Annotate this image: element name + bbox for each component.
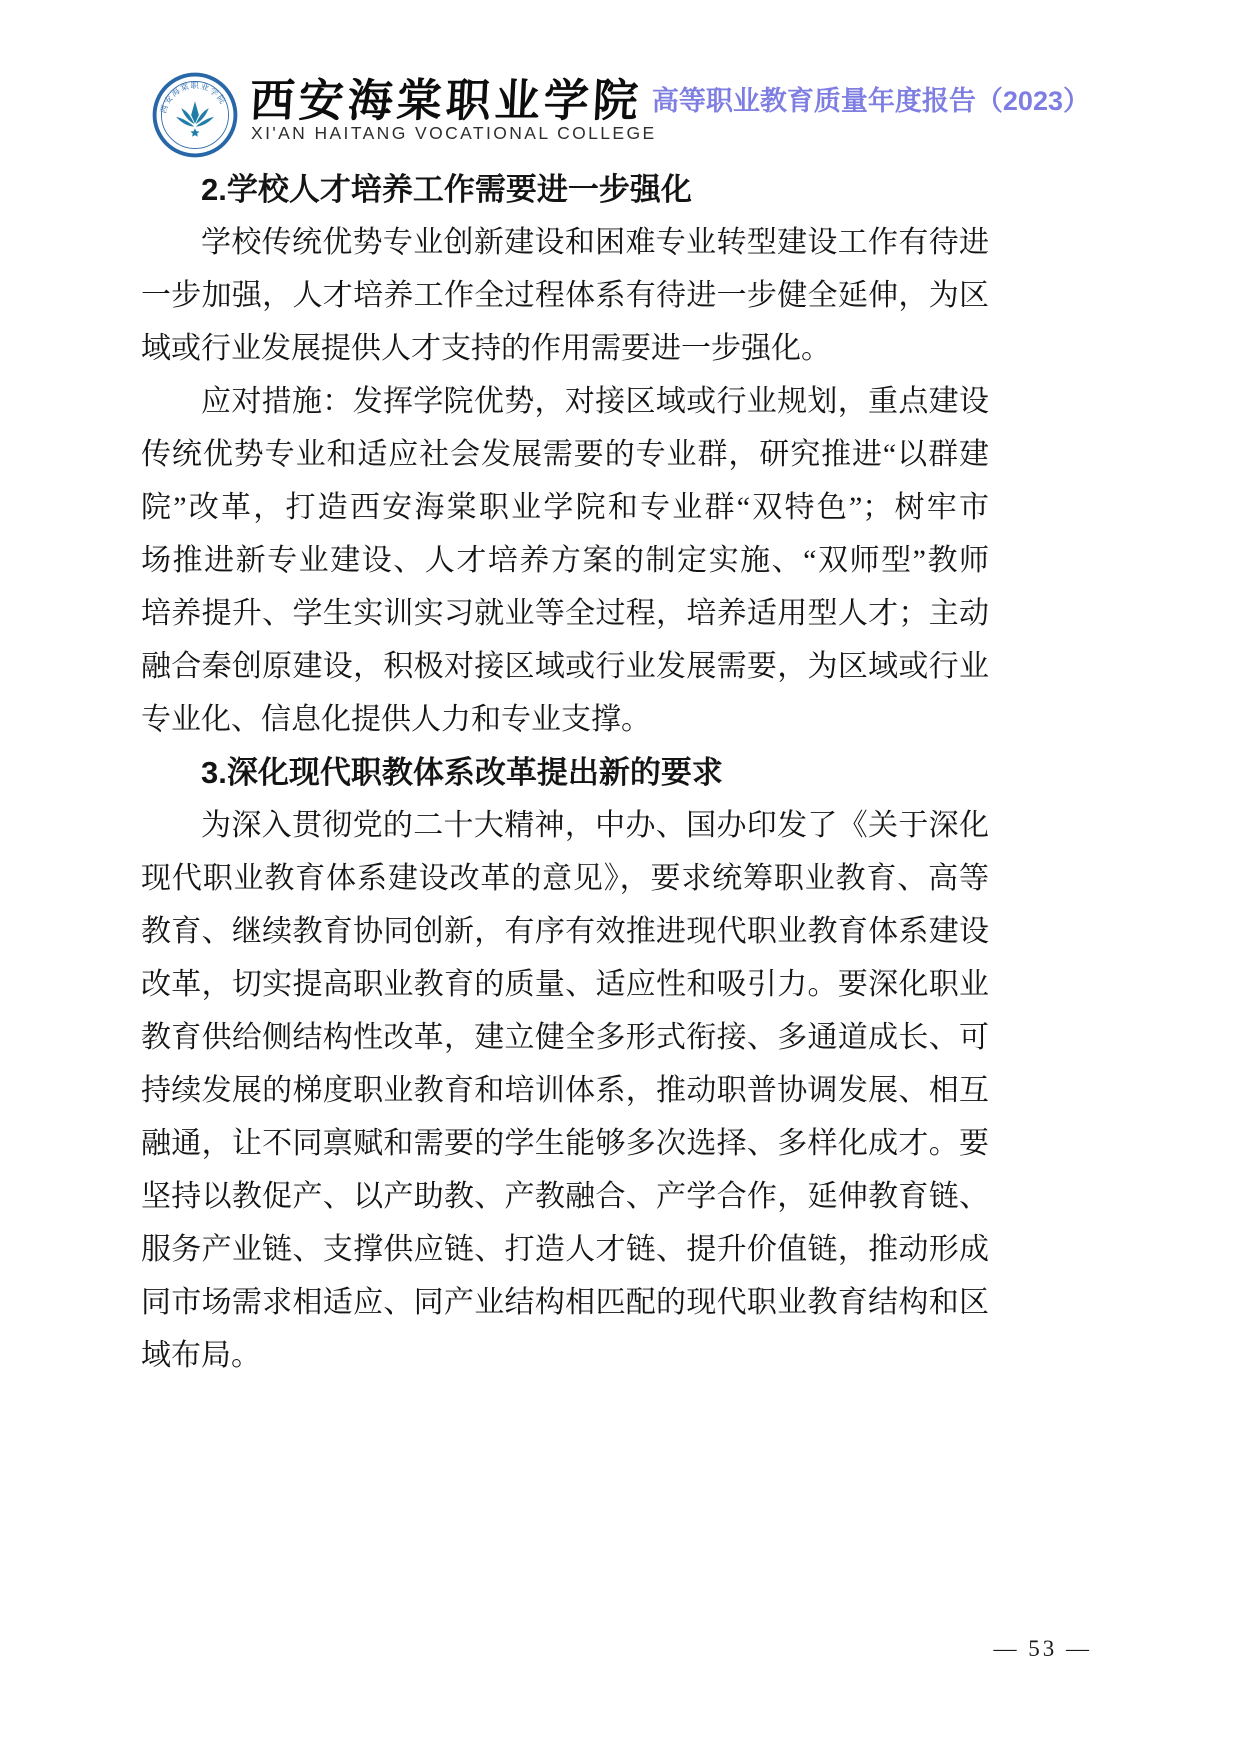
- body-text-line: 教育供给侧结构性改革，建立健全多形式衔接、多通道成长、可: [141, 1021, 989, 1054]
- body-text-line: 传统优势专业和适应社会发展需要的专业群，研究推进“以群建: [141, 438, 989, 471]
- body-text-line: 培养提升、学生实训实习就业等全过程，培养适用型人才；主动: [141, 597, 989, 630]
- body-text-line: 为深入贯彻党的二十大精神，中办、国办印发了《关于深化: [201, 809, 989, 842]
- body-text-line: 一步加强，人才培养工作全过程体系有待进一步健全延伸，为区: [141, 279, 989, 312]
- college-seal-logo: [152, 72, 238, 158]
- body-text-line: 域或行业发展提供人才支持的作用需要进一步强化。: [141, 332, 831, 365]
- document-content: [141, 163, 989, 1382]
- body-text-line: 融合秦创原建设，积极对接区域或行业发展需要，为区域或行业: [141, 650, 989, 683]
- body-text-line: 域布局。: [141, 1339, 261, 1372]
- body-text-line: 融通，让不同禀赋和需要的学生能够多次选择、多样化成才。要: [141, 1127, 989, 1160]
- body-text-line: 改革，切实提高职业教育的质量、适应性和吸引力。要深化职业: [141, 968, 989, 1001]
- body-text-line: 持续发展的梯度职业教育和培训体系，推动职普协调发展、相互: [141, 1074, 989, 1107]
- body-text-line: 学校传统优势专业创新建设和困难专业转型建设工作有待进: [201, 226, 989, 259]
- body-text-line: 专业化、信息化提供人力和专业支撑。: [141, 703, 651, 736]
- body-text-line: 院”改革，打造西安海棠职业学院和专业群“双特色”；树牢市: [141, 491, 989, 524]
- body-text-line: 场推进新专业建设、人才培养方案的制定实施、“双师型”教师: [141, 544, 989, 577]
- body-text-line: 现代职业教育体系建设改革的意见》，要求统筹职业教育、高等: [141, 862, 989, 895]
- body-text-line: 坚持以教促产、以产助教、产教融合、产学合作，延伸教育链、: [141, 1180, 989, 1213]
- body-text-line: 服务产业链、支撑供应链、打造人才链、提升价值链，推动形成: [141, 1233, 989, 1266]
- body-text-line: 同市场需求相适应、同产业结构相匹配的现代职业教育结构和区: [141, 1286, 989, 1319]
- body-text-line: 教育、继续教育协同创新，有序有效推进现代职业教育体系建设: [141, 915, 989, 948]
- report-title: 高等职业教育质量年度报告（2023）: [651, 86, 1090, 116]
- logo-seal-text: 西安海棠职业学院: [158, 81, 228, 115]
- section-heading-2: 2.学校人才培养工作需要进一步强化: [201, 172, 692, 207]
- college-name-zh: 西安海棠职业学院: [248, 74, 644, 127]
- section-heading-3: 3.深化现代职教体系改革提出新的要求: [201, 755, 723, 790]
- college-name-en: XI'AN HAITANG VOCATIONAL COLLEGE: [251, 123, 657, 143]
- body-text-line: 应对措施：发挥学院优势，对接区域或行业规划，重点建设: [201, 385, 989, 418]
- page-number: — 53 —: [993, 1636, 1092, 1661]
